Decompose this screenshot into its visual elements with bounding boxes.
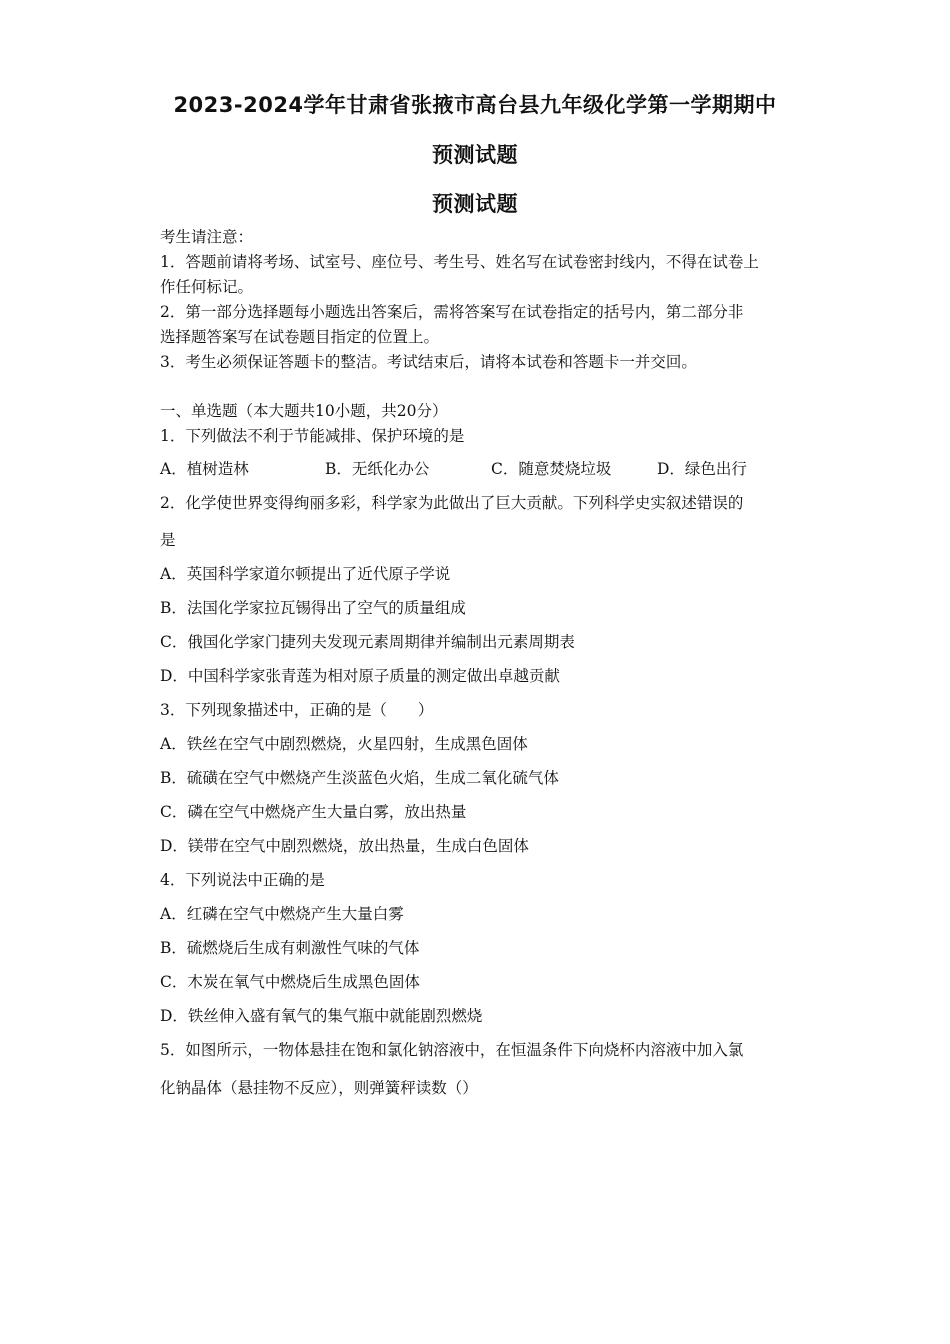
exam-title-line1: 2023-2024学年甘肃省张掖市高台县九年级化学第一学期期中 [173,93,777,117]
notice-item-1-line1: 1．答题前请将考场、试室号、座位号、考生号、姓名写在试卷密封线内，不得在试卷上 [160,253,759,271]
question-3-stem: 3．下列现象描述中，正确的是（ ） [160,701,434,719]
notice-heading: 考生请注意： [160,228,254,246]
question-1-stem: 1．下列做法不利于节能减排、保护环境的是 [160,427,465,445]
question-5-stem-line1: 5．如图所示，一物体悬挂在饱和氯化钠溶液中，在恒温条件下向烧杯内溶液中加入氯 [160,1041,744,1059]
question-4-stem: 4．下列说法中正确的是 [160,871,325,889]
question-3-option-d: D．镁带在空气中剧烈燃烧，放出热量，生成白色固体 [160,837,529,855]
question-3-option-a: A．铁丝在空气中剧烈燃烧，火星四射，生成黑色固体 [160,735,528,753]
question-2-stem-line2: 是 [160,531,176,549]
question-4-option-a: A．红磷在空气中燃烧产生大量白雾 [160,905,404,923]
question-2-option-d: D．中国科学家张青莲为相对原子质量的测定做出卓越贡献 [160,667,560,685]
section-heading: 一、单选题（本大题共10小题，共20分） [160,402,448,420]
question-1-option-c: C．随意焚烧垃圾 [491,460,612,478]
question-1-option-b: B．无纸化办公 [325,460,430,478]
exam-title-line2: 预测试题 [432,143,518,167]
question-2-option-b: B．法国化学家拉瓦锡得出了空气的质量组成 [160,599,466,617]
notice-item-1-line2: 作任何标记。 [160,278,254,296]
question-3-option-c: C．磷在空气中燃烧产生大量白雾，放出热量 [160,803,467,821]
question-4-option-c: C．木炭在氧气中燃烧后生成黑色固体 [160,973,420,991]
question-2-option-c: C．俄国化学家门捷列夫发现元素周期律并编制出元素周期表 [160,633,575,651]
notice-item-2-line1: 2．第一部分选择题每小题选出答案后，需将答案写在试卷指定的括号内，第二部分非 [160,303,744,321]
notice-item-3: 3．考生必须保证答题卡的整洁。考试结束后，请将本试卷和答题卡一并交回。 [160,353,697,371]
notice-item-2-line2: 选择题答案写在试卷题目指定的位置上。 [160,328,440,346]
question-5-stem-line2: 化钠晶体（悬挂物不反应），则弹簧秤读数（） [160,1079,478,1097]
question-4-option-d: D．铁丝伸入盛有氧气的集气瓶中就能剧烈燃烧 [160,1007,483,1025]
question-2-stem-line1: 2．化学使世界变得绚丽多彩，科学家为此做出了巨大贡献。下列科学史实叙述错误的 [160,494,744,512]
question-4-option-b: B．硫燃烧后生成有刺激性气味的气体 [160,939,420,957]
question-1-option-d: D．绿色出行 [657,460,747,478]
question-1-option-a: A．植树造林 [160,460,249,478]
question-3-option-b: B．硫磺在空气中燃烧产生淡蓝色火焰，生成二氧化硫气体 [160,769,559,787]
exam-subtitle: 预测试题 [432,192,518,216]
question-2-option-a: A．英国科学家道尔顿提出了近代原子学说 [160,565,451,583]
